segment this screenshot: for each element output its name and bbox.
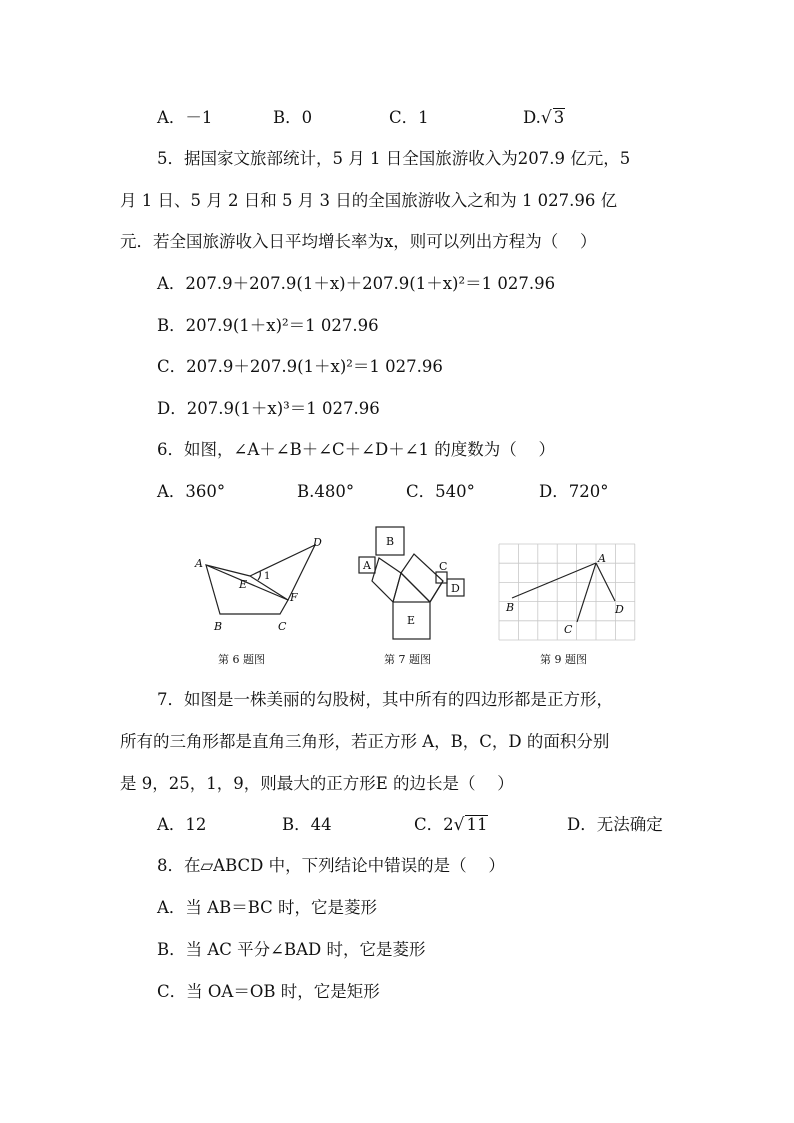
q4-option-b: B．0 xyxy=(273,108,313,127)
q5-stem-line-3: 元．若全国旅游收入日平均增长率为x，则可以列出方程为（ ） xyxy=(120,232,597,251)
q5-stem-line-2: 月 1 日、5 月 2 日和 5 月 3 日的全国旅游收入之和为 1 027.96 亿 xyxy=(120,191,618,210)
figure-7 xyxy=(350,520,475,645)
fig6-label-1: 1 xyxy=(264,571,271,582)
fig9-segment-ab xyxy=(512,563,596,598)
q4-option-d-radicand: 3 xyxy=(553,108,565,127)
q5-stem-line-1: 5．据国家文旅部统计，5 月 1 日全国旅游收入为207.9 亿元，5 xyxy=(157,149,631,168)
fig7-square-c xyxy=(436,572,447,583)
fig9-label-d: D xyxy=(615,603,624,616)
fig7-square-right xyxy=(401,554,443,602)
fig9-label-c: C xyxy=(564,623,573,636)
fig7-right-triangle-left xyxy=(393,573,430,602)
q6-option-a: A．360° xyxy=(157,482,226,501)
q7-option-c xyxy=(414,814,488,836)
fig7-label-e: E xyxy=(407,614,416,627)
fig7-triangle-right xyxy=(401,573,443,602)
q7-stem-line-3: 是 9，25，1，9，则最大的正方形E 的边长是（ ） xyxy=(120,774,514,793)
figure-6 xyxy=(190,528,330,638)
fig6-label-a: A xyxy=(195,557,203,570)
q6-option-d: D．720° xyxy=(539,482,609,501)
q8-option-a: A．当 AB＝BC 时，它是菱形 xyxy=(157,898,378,917)
fig9-label-b: B xyxy=(506,601,515,614)
fig7-label-c: C xyxy=(439,560,448,573)
q4-option-d-label: D. xyxy=(523,108,541,127)
fig6-caption: 第 6 题图 xyxy=(218,653,265,666)
fig6-label-c: C xyxy=(278,620,287,633)
fig6-label-e: E xyxy=(239,578,248,591)
fig7-label-d: D xyxy=(451,582,460,595)
fig9-label-a: A xyxy=(598,552,606,565)
q7-option-c-label: C．2 xyxy=(414,815,454,834)
fig9-caption: 第 9 题图 xyxy=(540,653,587,666)
fig6-label-f: F xyxy=(290,591,298,604)
sqrt-symbol: √ xyxy=(453,815,465,835)
sqrt-symbol: √ xyxy=(540,108,552,128)
fig6-label-b: B xyxy=(214,620,223,633)
q5-option-a: A．207.9＋207.9(1＋x)＋207.9(1＋x)²＝1 027.96 xyxy=(157,274,556,293)
figure-9 xyxy=(498,543,636,641)
q5-option-b: B．207.9(1＋x)²＝1 027.96 xyxy=(157,316,379,335)
q8-option-b: B．当 AC 平分∠BAD 时，它是菱形 xyxy=(157,940,426,959)
q7-option-d: D．无法确定 xyxy=(567,815,663,834)
q7-option-b: B．44 xyxy=(282,815,332,834)
fig7-square-left xyxy=(372,558,401,602)
q6-stem: 6．如图，∠A＋∠B＋∠C＋∠D＋∠1 的度数为（ ） xyxy=(157,440,556,459)
q7-stem-line-2: 所有的三角形都是直角三角形，若正方形 A，B，C，D 的面积分别 xyxy=(120,732,610,751)
q8-stem: 8．在▱ABCD 中，下列结论中错误的是（ ） xyxy=(157,856,505,875)
q4-option-c: C．1 xyxy=(389,108,429,127)
fig7-caption: 第 7 题图 xyxy=(384,653,431,666)
q6-option-b: B.480° xyxy=(297,482,355,501)
q7-stem-line-1: 7．如图是一株美丽的勾股树，其中所有的四边形都是正方形， xyxy=(157,690,613,709)
q7-option-a: A．12 xyxy=(157,815,207,834)
q4-option-a: A．－1 xyxy=(157,108,213,127)
fig6-label-d: D xyxy=(313,536,322,549)
fig9-segment-ac xyxy=(577,563,596,622)
q4-option-d xyxy=(523,107,565,129)
fig7-label-a: A xyxy=(363,559,371,572)
q5-option-d: D．207.9(1＋x)³＝1 027.96 xyxy=(157,399,380,418)
q8-option-c: C．当 OA＝OB 时，它是矩形 xyxy=(157,982,380,1001)
q7-option-c-radicand: 11 xyxy=(466,815,488,834)
fig7-label-b: B xyxy=(386,535,395,548)
q5-option-c: C．207.9＋207.9(1＋x)²＝1 027.96 xyxy=(157,357,443,376)
q6-option-c: C．540° xyxy=(406,482,475,501)
